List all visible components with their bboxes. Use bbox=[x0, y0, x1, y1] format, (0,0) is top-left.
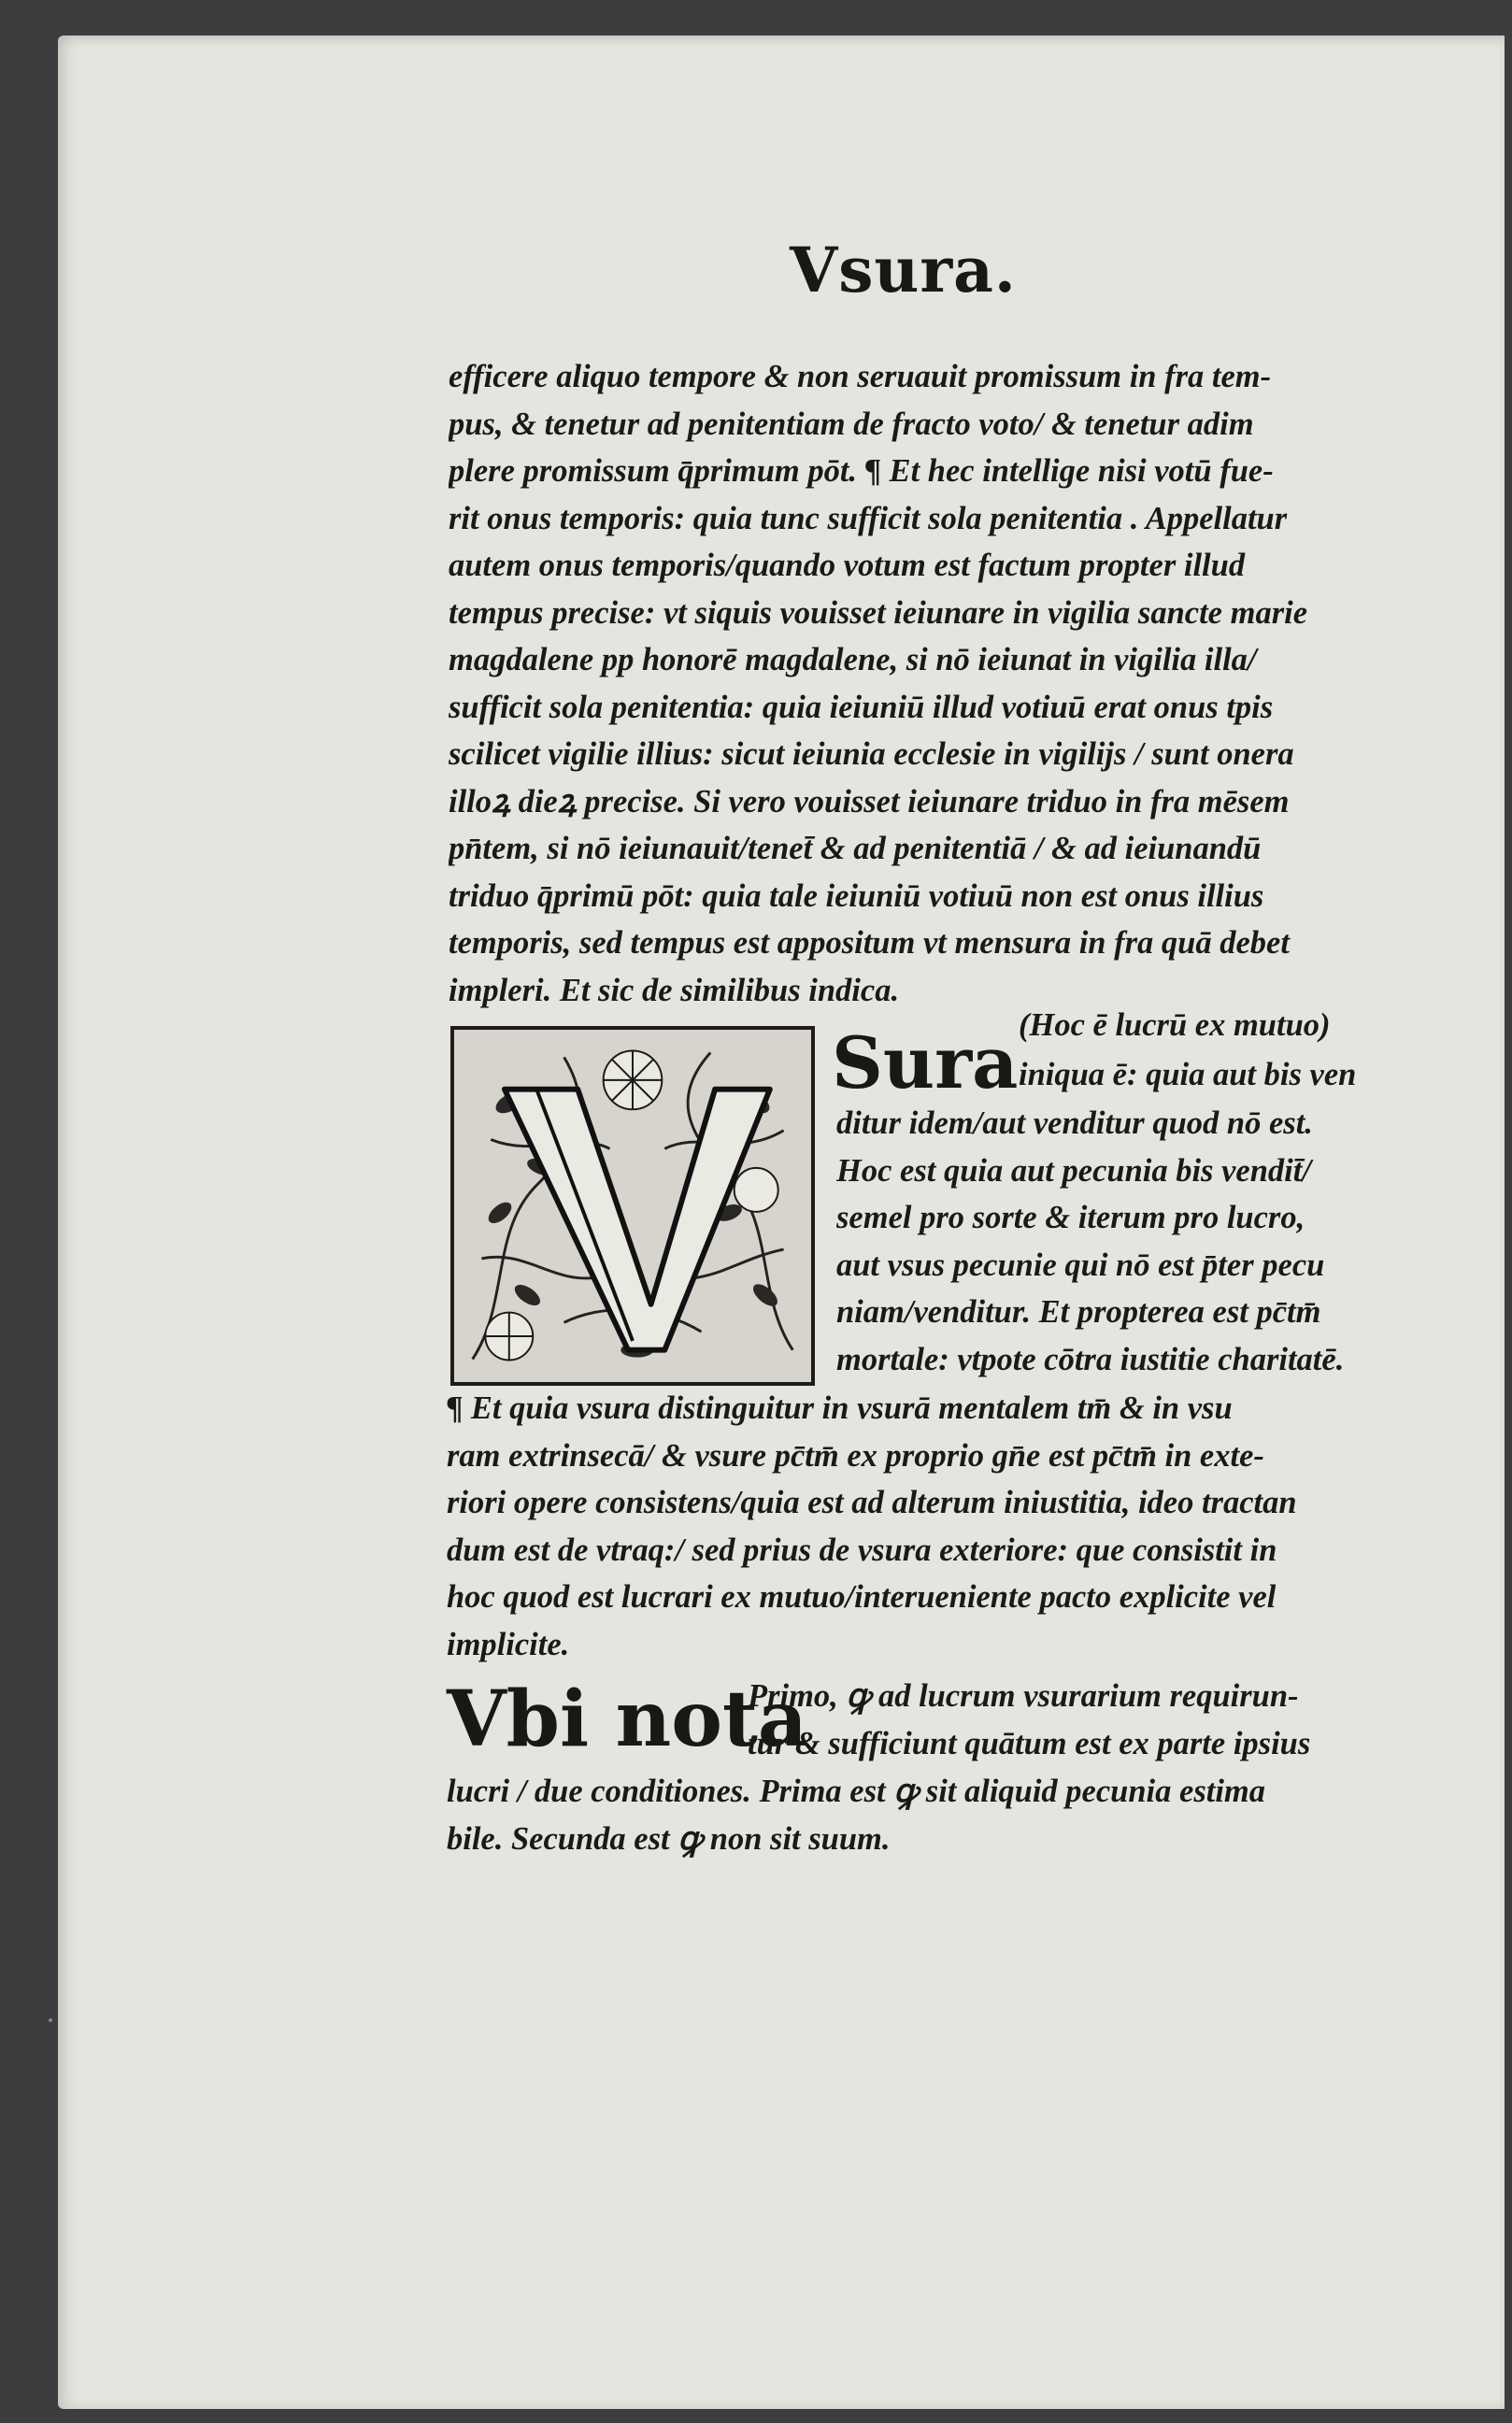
text-line: implicite. bbox=[447, 1626, 570, 1662]
text-line: efficere aliquo tempore & non seruauit promissum in fra tem- bbox=[449, 359, 1272, 394]
paragraph-2 bbox=[447, 1385, 1409, 1668]
text-line: ram extrinsecā/ & vsure pc̄tm̄ ex proprio gn̄e est pc̄tm̄ in exte- bbox=[447, 1437, 1264, 1474]
decorated-initial-v bbox=[450, 1026, 815, 1386]
text-line: ¶ Et quia vsura distinguitur in vsurā mentalem tm̄ & in vsu bbox=[447, 1390, 1233, 1426]
text-line: semel pro sorte & iterum pro lucro, bbox=[836, 1200, 1305, 1235]
woodcut-initial-icon bbox=[454, 1030, 811, 1382]
text-line: autem onus temporis/quando votum est factum propter illud bbox=[449, 548, 1246, 583]
section-heading-ubi-nota: Vbi nota bbox=[447, 1675, 807, 1764]
sura-line-after-heading: iniqua ē: quia aut bis ven bbox=[1019, 1057, 1357, 1092]
text-line: illoꝝ dieꝝ precise. Si vero vouisset ieiunare triduo in fra mēsem bbox=[449, 783, 1290, 820]
text-line: hoc quod est lucrari ex mutuo/interueniente pacto explicite vel bbox=[447, 1579, 1277, 1615]
text-line: triduo q̄primū pōt: quia tale ieiuniū votiuū non est onus illius bbox=[449, 877, 1264, 914]
text-line: Primo, ꝙ ad lucrum vsurarium requirun- bbox=[748, 1678, 1299, 1714]
text-line: lucri / due conditiones. Prima est ꝙ sit aliquid pecunia estima bbox=[447, 1774, 1266, 1809]
text-line: tur & sufficiunt quātum est ex parte ipsius bbox=[748, 1725, 1311, 1761]
text-line: niam/venditur. Et propterea est pc̄tm̄ bbox=[836, 1294, 1321, 1330]
text-line: plere promissum q̄primum pōt. ¶ Et hec intellige nisi votū fue- bbox=[449, 453, 1274, 489]
ubi-lines-beside bbox=[748, 1673, 1411, 1767]
sura-heading-note: (Hoc ē lucrū ex mutuo) bbox=[1019, 1007, 1331, 1043]
text-line: bile. Secunda est ꝙ non sit suum. bbox=[447, 1820, 891, 1857]
ubi-paragraph bbox=[447, 1768, 1409, 1862]
text-line: pus, & tenetur ad penitentiam de fracto voto/ & tenetur adim bbox=[449, 406, 1254, 442]
paragraph-1 bbox=[449, 353, 1411, 1014]
text-line: scilicet vigilie illius: sicut ieiunia ecclesie in vigilijs / sunt onera bbox=[449, 736, 1294, 772]
page-title: Vsura. bbox=[790, 234, 1017, 306]
text-line: pn̄tem, si nō ieiunauit/tenet̄ & ad penitentiā / & ad ieiunandū bbox=[449, 831, 1262, 866]
text-line: ditur idem/aut venditur quod nō est. bbox=[836, 1105, 1313, 1141]
text-line: riori opere consistens/quia est ad alterum iniustitia, ideo tractan bbox=[447, 1485, 1297, 1520]
text-line: temporis, sed tempus est appositum vt mensura in fra quā debet bbox=[449, 925, 1290, 961]
text-line: impleri. Et sic de similibus indica. bbox=[449, 972, 900, 1008]
sura-paragraph bbox=[836, 1100, 1411, 1383]
text-line: aut vsus pecunie qui nō est p̄ter pecu bbox=[836, 1247, 1325, 1283]
text-line: tempus precise: vt siquis vouisset ieiunare in vigilia sancte marie bbox=[449, 594, 1308, 631]
section-heading-sura: Sura bbox=[832, 1021, 1019, 1105]
text-line: mortale: vtpote cōtra iustitie charitatē. bbox=[836, 1341, 1345, 1377]
text-line: magdalene pp honorē magdalene, si nō ieiunat in vigilia illa/ bbox=[449, 642, 1257, 677]
text-line: rit onus temporis: quia tunc sufficit sola penitentia . Appellatur bbox=[449, 500, 1288, 536]
text-line: dum est de vtraq:/ sed prius de vsura exteriore: que consistit in bbox=[447, 1532, 1277, 1568]
text-line: sufficit sola penitentia: quia ieiuniū illud votiuū erat onus tpis bbox=[449, 689, 1274, 725]
paper-speck bbox=[49, 2018, 52, 2022]
text-line: Hoc est quia aut pecunia bis vendit̄/ bbox=[836, 1152, 1311, 1189]
